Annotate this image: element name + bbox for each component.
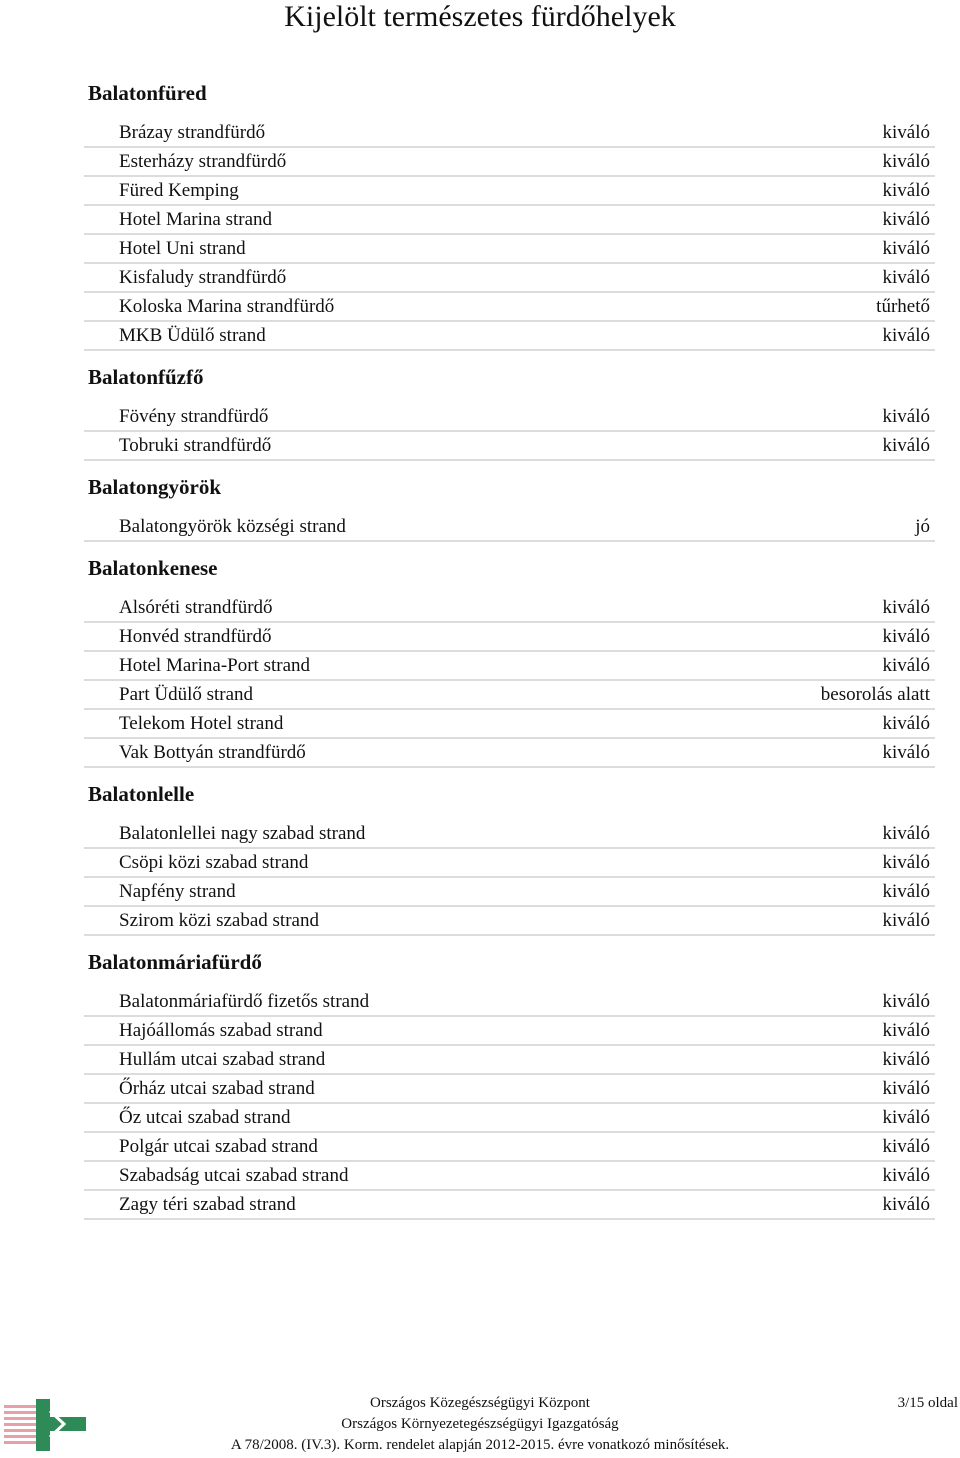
site-rating: kiváló: [882, 434, 930, 456]
group-rows: [84, 403, 935, 461]
site-rating: kiváló: [882, 990, 930, 1012]
group-rows: [84, 513, 935, 542]
list-item: [84, 293, 935, 322]
site-rating: kiváló: [882, 1048, 930, 1070]
site-name: Brázay strandfürdő: [119, 121, 266, 143]
list-item: [84, 1017, 935, 1046]
site-rating: kiváló: [882, 712, 930, 734]
site-name: Hotel Uni strand: [119, 237, 246, 259]
site-name: Balatonmáriafürdő fizetős strand: [119, 990, 370, 1012]
site-rating: kiváló: [882, 405, 930, 427]
site-rating: kiváló: [882, 1135, 930, 1157]
footer-organization: Országos Közegészségügyi Központ: [370, 1395, 590, 1411]
site-rating: kiváló: [882, 208, 930, 230]
list-item: [84, 623, 935, 652]
list-item: [84, 1162, 935, 1191]
list-item: [84, 1191, 935, 1220]
list-item: [84, 432, 935, 461]
group-rows: [84, 820, 935, 936]
site-name: Balatongyörök községi strand: [119, 515, 346, 537]
site-rating: kiváló: [882, 822, 930, 844]
site-rating: tűrhető: [876, 295, 930, 317]
list-item: [84, 177, 935, 206]
group-header: Balatonlelle: [88, 782, 195, 806]
group-rows: [84, 988, 935, 1220]
page-title: Kijelölt természetes fürdőhelyek: [284, 0, 676, 33]
group-header: Balatongyörök: [88, 475, 222, 499]
site-rating: kiváló: [882, 1019, 930, 1041]
site-name: Csöpi közi szabad strand: [119, 851, 309, 873]
list-item: [84, 907, 935, 936]
list-item: [84, 594, 935, 623]
site-name: Polgár utcai szabad strand: [119, 1135, 318, 1157]
site-name: Őrház utcai szabad strand: [119, 1077, 315, 1099]
group-header: Balatonkenese: [88, 556, 218, 580]
site-name: Fövény strandfürdő: [119, 405, 269, 427]
site-rating: besorolás alatt: [820, 683, 930, 705]
site-name: Zagy téri szabad strand: [119, 1193, 296, 1215]
list-item: [84, 513, 935, 542]
site-rating: kiváló: [882, 741, 930, 763]
site-name: Part Üdülő strand: [119, 683, 254, 705]
site-rating: kiváló: [882, 625, 930, 647]
site-name: Telekom Hotel strand: [119, 712, 284, 734]
site-name: Hajóállomás szabad strand: [119, 1019, 323, 1041]
bathing-sites-list: [84, 78, 935, 1231]
site-name: Szirom közi szabad strand: [119, 909, 319, 931]
site-rating: kiváló: [882, 121, 930, 143]
list-item: [84, 148, 935, 177]
site-name: Esterházy strandfürdő: [119, 150, 287, 172]
site-rating: kiváló: [882, 179, 930, 201]
list-item: [84, 1133, 935, 1162]
list-item: [84, 235, 935, 264]
site-rating: kiváló: [882, 909, 930, 931]
site-name: Alsóréti strandfürdő: [119, 596, 273, 618]
site-rating: jó: [915, 515, 930, 537]
site-rating: kiváló: [882, 654, 930, 676]
group-rows: [84, 594, 935, 768]
list-item: [84, 264, 935, 293]
site-rating: kiváló: [882, 237, 930, 259]
list-item: [84, 739, 935, 768]
list-item: [84, 710, 935, 739]
list-item: [84, 849, 935, 878]
site-rating: kiváló: [882, 150, 930, 172]
group-header: Balatonfüred: [88, 81, 207, 105]
list-item: [84, 1075, 935, 1104]
site-name: Hotel Marina-Port strand: [119, 654, 311, 676]
list-item: [84, 206, 935, 235]
site-rating: kiváló: [882, 1106, 930, 1128]
site-rating: kiváló: [882, 596, 930, 618]
site-name: MKB Üdülő strand: [119, 324, 266, 346]
site-rating: kiváló: [882, 851, 930, 873]
list-item: [84, 322, 935, 351]
list-item: [84, 119, 935, 148]
list-item: [84, 681, 935, 710]
site-name: Hullám utcai szabad strand: [119, 1048, 326, 1070]
list-item: [84, 878, 935, 907]
page-number: 3/15 oldal: [897, 1395, 958, 1411]
list-item: [84, 403, 935, 432]
site-name: Füred Kemping: [119, 179, 239, 201]
site-name: Tobruki strandfürdő: [119, 434, 272, 456]
site-rating: kiváló: [882, 1193, 930, 1215]
site-name: Balatonlellei nagy szabad strand: [119, 822, 366, 844]
site-name: Kisfaludy strandfürdő: [119, 266, 287, 288]
group-rows: [84, 119, 935, 351]
site-rating: kiváló: [882, 1077, 930, 1099]
site-rating: kiváló: [882, 266, 930, 288]
site-rating: kiváló: [882, 324, 930, 346]
footer-directorate: Országos Környezetegészségügyi Igazgatóság: [341, 1416, 619, 1432]
group-header: Balatonfűzfő: [88, 365, 204, 389]
site-name: Napfény strand: [119, 880, 236, 902]
group-header: Balatonmáriafürdő: [88, 950, 262, 974]
site-name: Őz utcai szabad strand: [119, 1106, 291, 1128]
site-name: Vak Bottyán strandfürdő: [119, 741, 306, 763]
list-item: [84, 1046, 935, 1075]
list-item: [84, 1104, 935, 1133]
site-name: Hotel Marina strand: [119, 208, 273, 230]
list-item: [84, 988, 935, 1017]
footer-regulation-note: A 78/2008. (IV.3). Korm. rendelet alapján 2012-2015. évre vonatkozó minősítések.: [230, 1437, 730, 1453]
site-rating: kiváló: [882, 1164, 930, 1186]
site-name: Honvéd strandfürdő: [119, 625, 272, 647]
list-item: [84, 820, 935, 849]
list-item: [84, 652, 935, 681]
site-rating: kiváló: [882, 880, 930, 902]
site-name: Szabadság utcai szabad strand: [119, 1164, 349, 1186]
site-name: Koloska Marina strandfürdő: [119, 295, 335, 317]
